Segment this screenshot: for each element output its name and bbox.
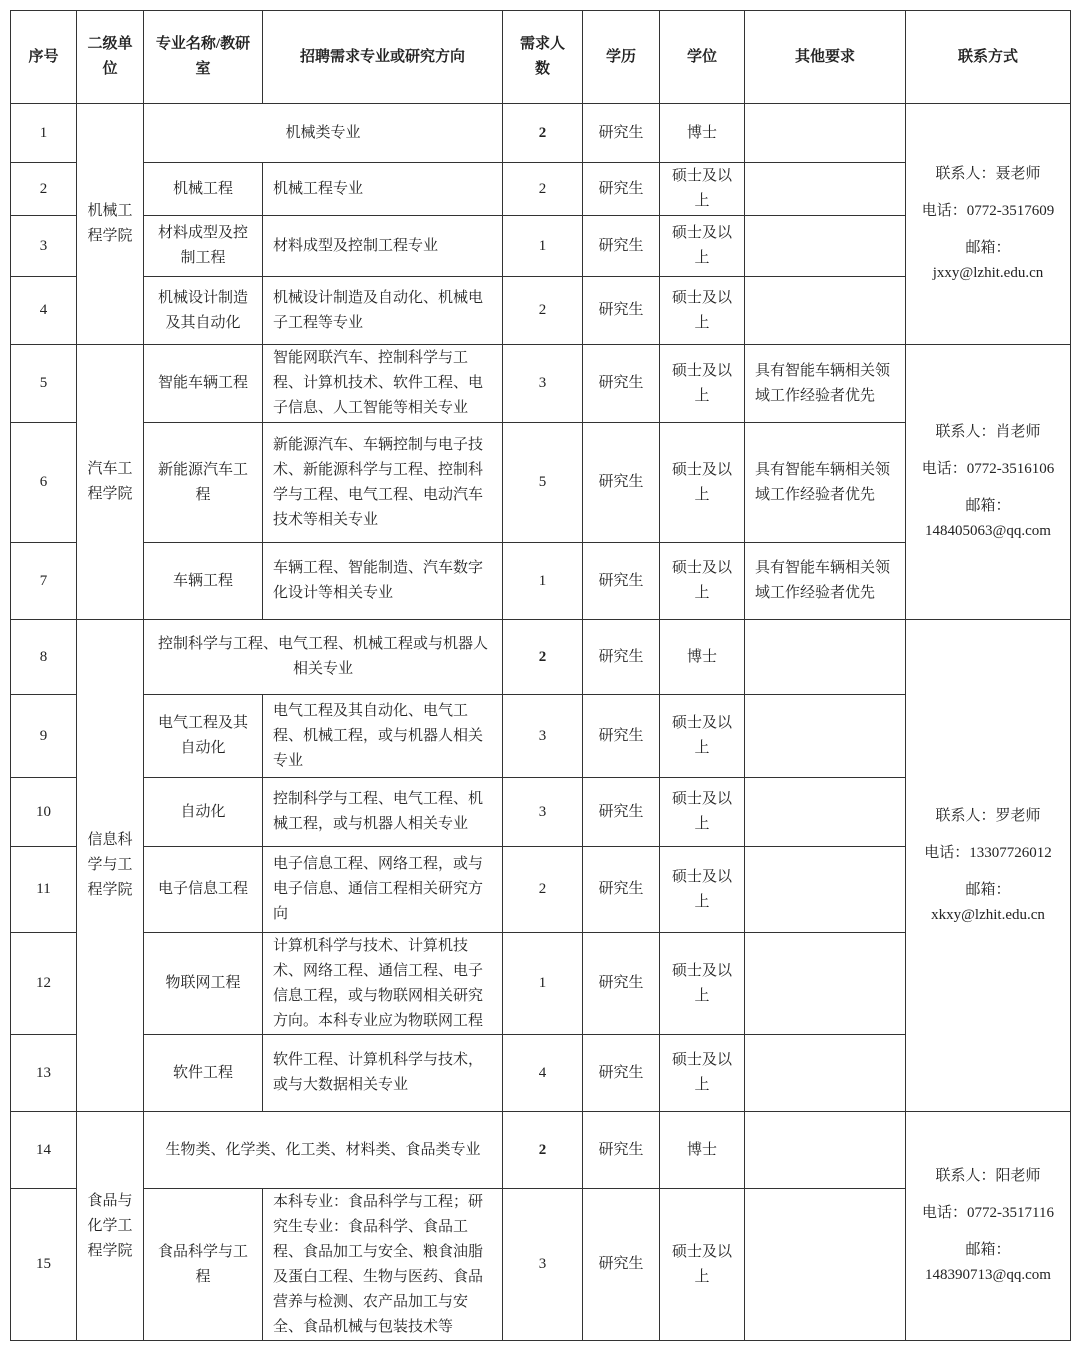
- count-cell: 3: [503, 1189, 583, 1341]
- direction-cell: 机械工程专业: [263, 163, 503, 216]
- contact-mail-label: 邮箱：: [965, 881, 1011, 898]
- count-cell: 5: [503, 423, 583, 543]
- other-cell: [745, 1035, 906, 1112]
- count-cell: 3: [503, 695, 583, 778]
- direction-cell: 生物类、化学类、化工类、材料类、食品类专业: [144, 1112, 503, 1189]
- other-cell: [745, 933, 906, 1035]
- degree-cell: 硕士及以上: [660, 933, 745, 1035]
- education-cell: 研究生: [583, 778, 660, 847]
- education-cell: 研究生: [583, 695, 660, 778]
- education-cell: 研究生: [583, 1112, 660, 1189]
- degree-cell: 博士: [660, 104, 745, 163]
- other-cell: [745, 163, 906, 216]
- degree-cell: 博士: [660, 620, 745, 695]
- degree-cell: 硕士及以上: [660, 1189, 745, 1341]
- count-cell: 2: [503, 104, 583, 163]
- count-cell: 2: [503, 277, 583, 345]
- contact-email: jxxy@lzhit.edu.cn: [932, 265, 1044, 281]
- contact-cell: [906, 345, 1071, 620]
- education-cell: 研究生: [583, 933, 660, 1035]
- degree-cell: 硕士及以上: [660, 163, 745, 216]
- education-cell: 研究生: [583, 104, 660, 163]
- major-cell: 软件工程: [144, 1035, 263, 1112]
- row-number: 14: [11, 1112, 77, 1189]
- direction-cell: 本科专业：食品科学与工程；研究生专业：食品科学、食品工程、食品加工与安全、粮食油脂及蛋白工程、生物与医药、食品营养与检测、农产品加工与安全、食品机械与包装技术等: [263, 1189, 503, 1341]
- degree-cell: 硕士及以上: [660, 778, 745, 847]
- education-cell: 研究生: [583, 1189, 660, 1341]
- other-cell: [745, 620, 906, 695]
- count-cell: 2: [503, 163, 583, 216]
- other-cell: [745, 277, 906, 345]
- direction-cell: 控制科学与工程、电气工程、机械工程，或与机器人相关专业: [263, 778, 503, 847]
- row-number: 9: [11, 695, 77, 778]
- header-count: 需求人数: [503, 11, 583, 104]
- contact-cell: [906, 1112, 1071, 1341]
- other-cell: [745, 1189, 906, 1341]
- direction-cell: 车辆工程、智能制造、汽车数字化设计等相关专业: [263, 543, 503, 620]
- education-cell: 研究生: [583, 345, 660, 423]
- direction-cell: 智能网联汽车、控制科学与工程、计算机技术、软件工程、电子信息、人工智能等相关专业: [263, 345, 503, 423]
- contact-email: 148390713@qq.com: [925, 1267, 1051, 1283]
- other-cell: [745, 778, 906, 847]
- education-cell: 研究生: [583, 543, 660, 620]
- education-cell: 研究生: [583, 423, 660, 543]
- row-number: 10: [11, 778, 77, 847]
- table-row: [11, 620, 1071, 695]
- contact-name: 联系人：聂老师: [935, 166, 1041, 182]
- degree-cell: 博士: [660, 1112, 745, 1189]
- contact-name: 联系人：肖老师: [935, 424, 1041, 440]
- degree-cell: 硕士及以上: [660, 695, 745, 778]
- education-cell: 研究生: [583, 847, 660, 933]
- direction-cell: 机械设计制造及自动化、机械电子工程等专业: [263, 277, 503, 345]
- other-cell: 具有智能车辆相关领域工作经验者优先: [745, 543, 906, 620]
- contact-name: 联系人：阳老师: [935, 1168, 1041, 1184]
- other-cell: 具有智能车辆相关领域工作经验者优先: [745, 423, 906, 543]
- unit-cell: 机械工程学院: [77, 104, 144, 345]
- count-cell: 2: [503, 1112, 583, 1189]
- contact-phone: 电话：0772-3516106: [921, 461, 1055, 477]
- contact-phone: 电话：13307726012: [924, 844, 1052, 861]
- degree-cell: 硕士及以上: [660, 345, 745, 423]
- major-cell: 电子信息工程: [144, 847, 263, 933]
- row-number: 8: [11, 620, 77, 695]
- direction-cell: 电子信息工程、网络工程，或与电子信息、通信工程相关研究方向: [263, 847, 503, 933]
- major-cell: 电气工程及其自动化: [144, 695, 263, 778]
- other-cell: 具有智能车辆相关领域工作经验者优先: [745, 345, 906, 423]
- other-cell: [745, 216, 906, 277]
- direction-cell: 电气工程及其自动化、电气工程、机械工程，或与机器人相关专业: [263, 695, 503, 778]
- major-cell: 材料成型及控制工程: [144, 216, 263, 277]
- header-contact: 联系方式: [906, 11, 1071, 104]
- table-row: [11, 104, 1071, 163]
- contact-mail-label: 邮箱：: [965, 1242, 1011, 1258]
- row-number: 5: [11, 345, 77, 423]
- education-cell: 研究生: [583, 163, 660, 216]
- direction-cell: 控制科学与工程、电气工程、机械工程或与机器人相关专业: [144, 620, 503, 695]
- degree-cell: 硕士及以上: [660, 277, 745, 345]
- contact-phone: 电话：0772-3517609: [921, 203, 1055, 219]
- row-number: 13: [11, 1035, 77, 1112]
- contact-phone: 电话：0772-3517116: [922, 1205, 1054, 1221]
- count-cell: 3: [503, 345, 583, 423]
- header-direction: 招聘需求专业或研究方向: [263, 11, 503, 104]
- header-education: 学历: [583, 11, 660, 104]
- other-cell: [745, 104, 906, 163]
- degree-cell: 硕士及以上: [660, 1035, 745, 1112]
- education-cell: 研究生: [583, 277, 660, 345]
- row-number: 12: [11, 933, 77, 1035]
- row-number: 4: [11, 277, 77, 345]
- major-cell: 机械设计制造及其自动化: [144, 277, 263, 345]
- contact-mail-label: 邮箱：: [965, 240, 1011, 256]
- row-number: 11: [11, 847, 77, 933]
- contact-cell: [906, 104, 1071, 345]
- major-cell: 物联网工程: [144, 933, 263, 1035]
- contact-name: 联系人：罗老师: [935, 807, 1041, 824]
- count-cell: 2: [503, 620, 583, 695]
- table-row: [11, 345, 1071, 423]
- table-row: [11, 1112, 1071, 1189]
- other-cell: [745, 847, 906, 933]
- major-cell: 食品科学与工程: [144, 1189, 263, 1341]
- degree-cell: 硕士及以上: [660, 543, 745, 620]
- direction-cell: 机械类专业: [144, 104, 503, 163]
- major-cell: 新能源汽车工程: [144, 423, 263, 543]
- degree-cell: 硕士及以上: [660, 423, 745, 543]
- recruitment-table: [10, 10, 1071, 1341]
- major-cell: 智能车辆工程: [144, 345, 263, 423]
- education-cell: 研究生: [583, 216, 660, 277]
- count-cell: 1: [503, 933, 583, 1035]
- header-other: 其他要求: [745, 11, 906, 104]
- row-number: 7: [11, 543, 77, 620]
- header-row: [11, 11, 1071, 104]
- direction-cell: 新能源汽车、车辆控制与电子技术、新能源科学与工程、控制科学与工程、电气工程、电动汽车技术等相关专业: [263, 423, 503, 543]
- row-number: 1: [11, 104, 77, 163]
- major-cell: 车辆工程: [144, 543, 263, 620]
- count-cell: 4: [503, 1035, 583, 1112]
- contact-email: 148405063@qq.com: [925, 523, 1051, 539]
- row-number: 15: [11, 1189, 77, 1341]
- contact-email: xkxy@lzhit.edu.cn: [931, 906, 1045, 923]
- row-number: 2: [11, 163, 77, 216]
- education-cell: 研究生: [583, 1035, 660, 1112]
- unit-cell: 食品与化学工程学院: [77, 1112, 144, 1341]
- header-unit: 二级单位: [77, 11, 144, 104]
- contact-cell: [906, 620, 1071, 1112]
- row-number: 6: [11, 423, 77, 543]
- table-body: [11, 104, 1071, 1341]
- direction-cell: 计算机科学与技术、计算机技术、网络工程、通信工程、电子信息工程，或与物联网相关研究方向。本科专业应为物联网工程: [263, 933, 503, 1035]
- degree-cell: 硕士及以上: [660, 847, 745, 933]
- education-cell: 研究生: [583, 620, 660, 695]
- other-cell: [745, 695, 906, 778]
- unit-cell: 信息科学与工程学院: [77, 620, 144, 1112]
- count-cell: 2: [503, 847, 583, 933]
- direction-cell: 材料成型及控制工程专业: [263, 216, 503, 277]
- other-cell: [745, 1112, 906, 1189]
- count-cell: 1: [503, 543, 583, 620]
- unit-cell: 汽车工程学院: [77, 345, 144, 620]
- header-no: 序号: [11, 11, 77, 104]
- contact-mail-label: 邮箱：: [965, 498, 1011, 514]
- row-number: 3: [11, 216, 77, 277]
- degree-cell: 硕士及以上: [660, 216, 745, 277]
- major-cell: 自动化: [144, 778, 263, 847]
- major-cell: 机械工程: [144, 163, 263, 216]
- header-major: 专业名称/教研室: [144, 11, 263, 104]
- direction-cell: 软件工程、计算机科学与技术，或与大数据相关专业: [263, 1035, 503, 1112]
- count-cell: 3: [503, 778, 583, 847]
- count-cell: 1: [503, 216, 583, 277]
- header-degree: 学位: [660, 11, 745, 104]
